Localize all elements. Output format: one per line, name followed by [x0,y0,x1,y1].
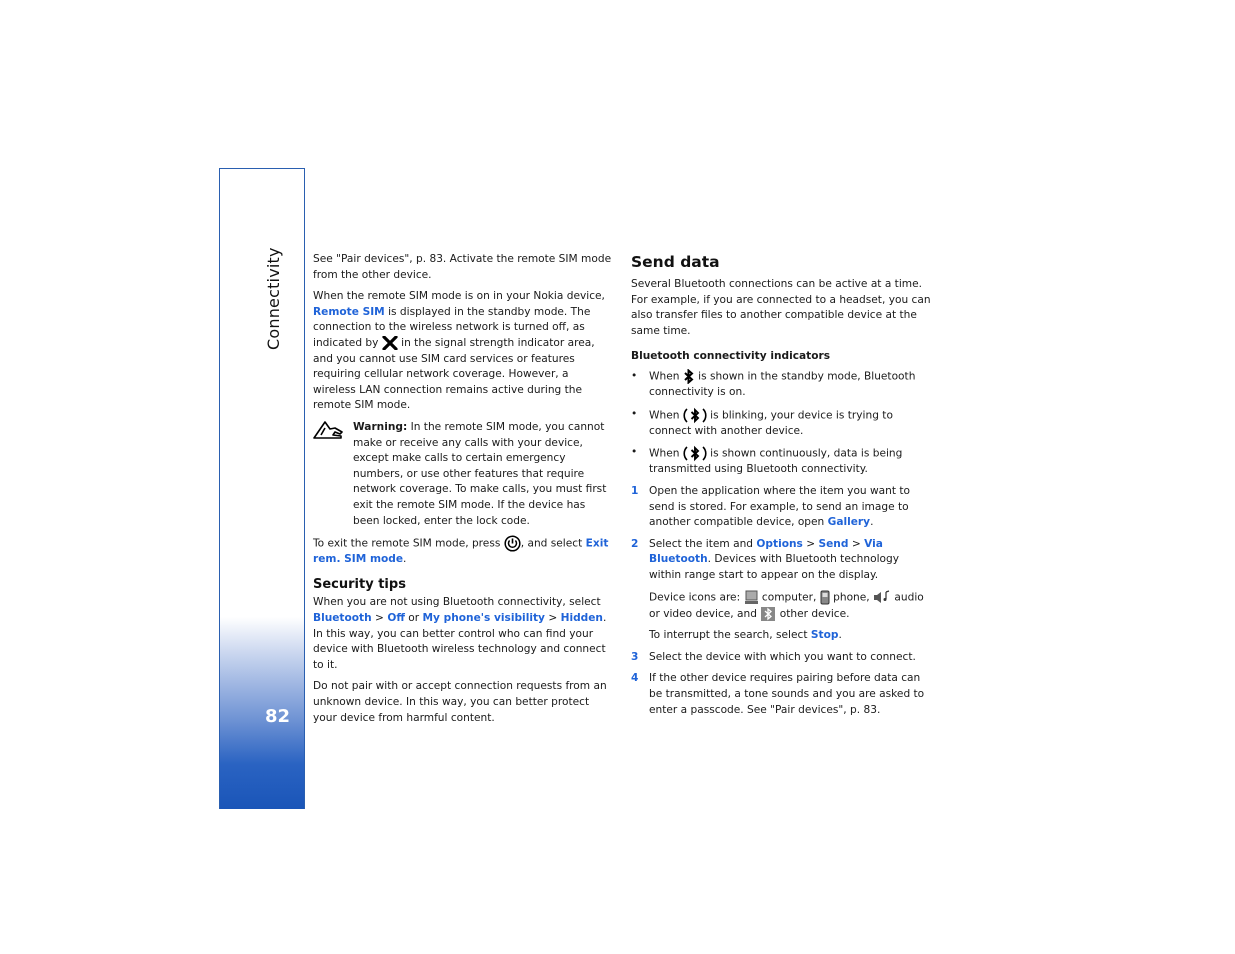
paragraph-security-1: When you are not using Bluetooth connectivity, select Bluetooth > Off or My phone's visibility > Hidden. In this way, you can better control who can find your device with Bluetooth wireless technology and connect to it. [313,596,607,671]
paragraph-pair-devices: See "Pair devices", p. 83. Activate the remote SIM mode from the other device. [313,253,612,281]
paragraph-remote-sim: When the remote SIM mode is on in your Nokia device, Remote SIM is displayed in the standby mode. The connection to the wireless network is turned off, as indicated by in the signal strength indicator area, and you cannot use SIM card services or features requiring cellular network coverage. However, a wireless LAN connection remains active during the remote SIM mode. [313,290,605,412]
sidebar-panel [219,168,305,809]
list-item: 2 Select the item and Options > Send > Via Bluetooth. Devices with Bluetooth technology within range start to appear on the display. [631,537,899,581]
remote-sim-link: Remote SIM [313,305,385,318]
list-item: • When is shown in the standby mode, Bluetooth connectivity is on. [631,369,916,399]
list-item: 3 Select the device with which you want to connect. [631,650,916,663]
security-tips-heading: Security tips [313,576,406,592]
warning-box [313,420,613,529]
hidden-link: Hidden [560,611,603,624]
other-device-icon [760,606,776,622]
bluetooth-connecting-icon [683,407,707,424]
indicators-heading: Bluetooth connectivity indicators [631,350,831,363]
exit-rem-sim-mode-link: Exit rem. SIM mode [313,537,609,566]
section-title: Connectivity [264,247,283,350]
device-icons-note: Device icons are: computer, phone, audio or video device, and other device. [649,591,924,620]
list-item: 1 Open the application where the item you want to send is stored. For example, to send an image to another compatible device, open Gallery. [631,485,911,529]
bluetooth-icon [683,369,695,384]
gallery-link: Gallery [827,516,871,529]
options-link: Options [756,537,803,550]
power-key-icon [504,535,521,552]
warning-text: In the remote SIM mode, you cannot make or receive any calls with your device, except make calls to certain emergency numbers, or use other features that require network coverage. To make calls, you must first exit the remote SIM mode. If the device has been locked, enter the lock code. [353,420,607,527]
warning-label: Warning: [353,420,408,433]
list-item: • When is shown continuously, data is being transmitted using Bluetooth connectivity. [631,446,903,476]
audio-device-icon [873,590,891,605]
bluetooth-link: Bluetooth [313,611,372,624]
page-number: 82 [265,706,291,727]
no-network-icon [382,336,398,350]
warning-hand-icon [313,420,343,440]
paragraph-exit-remote-sim: To exit the remote SIM mode, press , and select Exit rem. SIM mode. [313,535,613,568]
list-item: 4 If the other device requires pairing before data can be transmitted, a tone sounds and you are asked to enter a passcode. See "Pair devices", p. 83. [631,672,925,716]
computer-icon [744,590,759,605]
via-bluetooth-link: Via Bluetooth [649,537,883,566]
send-data-intro: Several Bluetooth connections can be active at a time. For example, if you are connected to a headset, you can also transfer files to another compatible device at the same time. [631,278,931,337]
send-data-heading: Send data [631,253,720,271]
list-item: • When is blinking, your device is trying to connect with another device. [631,407,893,437]
paragraph-security-2: Do not pair with or accept connection requests from an unknown device. In this way, you can better protect your device from harmful content. [313,680,607,724]
send-link: Send [818,537,849,550]
bluetooth-transmitting-icon [683,445,707,462]
stop-link: Stop [810,629,839,642]
left-column [313,252,613,732]
phone-icon [820,590,830,605]
interrupt-note: To interrupt the search, select Stop. [649,629,842,642]
my-phones-visibility-link: My phone's visibility [422,611,545,624]
right-column [631,252,931,724]
off-link: Off [387,611,405,624]
